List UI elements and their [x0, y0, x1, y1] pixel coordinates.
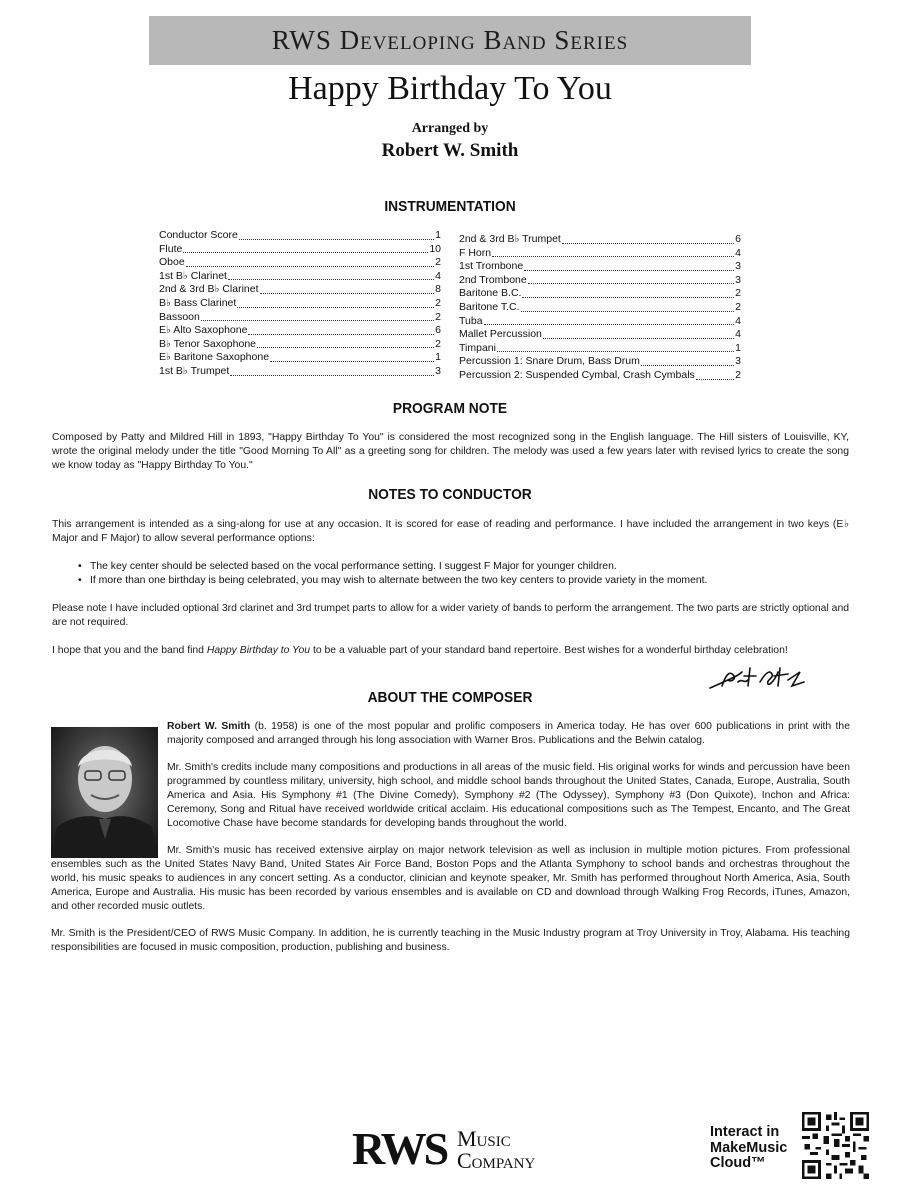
program-note-text — [52, 431, 849, 473]
instrument-quantity: 2 — [435, 310, 441, 323]
dot-leader — [492, 256, 734, 257]
instrument-name: Oboe — [159, 256, 185, 269]
dot-leader — [270, 361, 434, 362]
dot-leader — [562, 243, 734, 244]
instrument-name: 2nd Trombone — [459, 273, 527, 286]
signature-image — [708, 664, 818, 692]
instrument-name: Percussion 1: Snare Drum, Bass Drum — [459, 355, 640, 368]
instrument-name: Bassoon — [159, 310, 200, 323]
instrument-name: E♭ Alto Saxophone — [159, 324, 248, 337]
interact-line-3: Cloud™ — [710, 1155, 766, 1171]
instrumentation-row — [459, 328, 741, 342]
instrumentation-row — [459, 315, 741, 329]
instrumentation-row — [459, 247, 741, 261]
instrument-quantity: 2 — [735, 300, 741, 313]
instrument-quantity: 4 — [735, 328, 741, 341]
arranged-by-label: Arranged by — [411, 121, 489, 136]
dot-leader — [257, 347, 434, 348]
instrument-quantity: 3 — [435, 364, 441, 377]
instrument-name: Conductor Score — [159, 229, 238, 241]
series-title: RWS Developing Band Series — [271, 25, 629, 55]
instrumentation-list-right — [459, 233, 741, 383]
instrumentation-row — [459, 260, 741, 274]
instrument-name: Baritone T.C. — [459, 300, 520, 313]
dot-leader — [201, 320, 434, 321]
instrument-quantity: 4 — [435, 269, 441, 282]
dot-leader — [521, 311, 735, 312]
dot-leader — [696, 379, 734, 380]
instrument-name: Tuba — [459, 314, 483, 327]
dot-leader — [248, 334, 434, 335]
dot-leader — [528, 283, 734, 284]
instrument-quantity: 3 — [735, 260, 741, 273]
instrument-name: 1st Trombone — [459, 260, 524, 273]
about-paragraph-3: Mr. Smith's music has received extensive airplay on major network television as well as inclusion in multiple motion pictures. From professional ensembles such as the United States Navy Band, United States Air Force Band, Boston Pops and the Atlanta Symphony to school bands and orchestras throughout the world, his music speaks to audiences in any concert setting. As a conductor, clinician and keynote speaker, Mr. Smith has performed throughout North America, Asia, South America, Europe and Australia. His music has been recorded by various ensembles and is available on CD and download through Walking Frog Records, iTunes, Amazon, and other recorded music outlets. — [51, 845, 850, 912]
dot-leader — [228, 279, 434, 280]
conductor-intro — [52, 518, 849, 546]
instrument-quantity: 2 — [435, 256, 441, 269]
instrument-name: 2nd & 3rd B♭ Clarinet — [159, 283, 259, 296]
instrument-name: 1st B♭ Clarinet — [159, 269, 227, 282]
instrument-name: Baritone B.C. — [459, 287, 522, 300]
dot-leader — [230, 375, 434, 376]
instrument-quantity: 1 — [435, 351, 441, 364]
conductor-intro-paragraph: This arrangement is intended as a sing-along for use at any occasion. It is scored for ease of reading and performance. I have included the arrangement in two keys (E♭ Major and F Major) to allow several performance options: — [52, 519, 849, 544]
instrumentation-row — [459, 233, 741, 247]
about-paragraph-4: Mr. Smith is the President/CEO of RWS Music Company. In addition, he is currently teaching in the Music Industry program at Troy University in Troy, Alabama. His teaching responsibilities are focused in music composition, production, publishing and business. — [51, 928, 850, 953]
instrumentation-heading: INSTRUMENTATION — [384, 198, 516, 215]
instrumentation-row — [459, 342, 741, 356]
instrumentation-row — [459, 301, 741, 315]
instrument-name: F Horn — [459, 246, 492, 259]
instrumentation-row — [459, 274, 741, 288]
dot-leader — [497, 351, 734, 352]
instrument-quantity: 1 — [735, 341, 741, 354]
instrument-name: B♭ Bass Clarinet — [159, 296, 237, 309]
dot-leader — [183, 252, 428, 253]
instrumentation-row — [459, 355, 741, 369]
about-composer-text — [51, 720, 850, 968]
instrument-name: Timpani — [459, 341, 496, 354]
dot-leader — [484, 324, 735, 325]
rws-music-company-logo — [352, 1110, 552, 1182]
instrument-quantity: 8 — [435, 283, 441, 296]
instrument-quantity: 2 — [735, 368, 741, 381]
optional-parts-paragraph: Please note I have included optional 3rd clarinet and 3rd trumpet parts to allow for a wider variety of bands to perform the arrangement. The two parts are strictly optional and are not required. — [52, 603, 849, 628]
instrument-quantity: 4 — [735, 314, 741, 327]
dot-leader — [524, 270, 734, 271]
instrument-quantity: 2 — [735, 287, 741, 300]
instrument-name: Mallet Percussion — [459, 328, 542, 341]
instrument-quantity: 2 — [435, 296, 441, 309]
dot-leader — [239, 239, 434, 240]
instrument-quantity: 6 — [735, 233, 741, 245]
instrumentation-row — [159, 324, 441, 338]
arranger-name: Robert W. Smith — [381, 140, 519, 161]
notes-to-conductor-heading: NOTES TO CONDUCTOR — [368, 486, 532, 503]
dot-leader — [237, 307, 434, 308]
instrumentation-row — [159, 351, 441, 365]
about-paragraph-1: (b. 1958) is one of the most popular and prolific composers in America today. He has over 600 publications in print with the majority composed and arranged through his long association with Warner Bros. Publications and the Belwin catalog. — [167, 721, 850, 746]
closing-text-end: to be a valuable part of your standard band repertoire. Best wishes for a wonderful birthday celebration! — [310, 645, 788, 656]
program-note-heading: PROGRAM NOTE — [392, 400, 508, 417]
instrument-quantity: 1 — [435, 229, 441, 241]
instrumentation-row — [159, 311, 441, 325]
performance-options-list — [78, 560, 838, 588]
instrumentation-row — [159, 283, 441, 297]
instrument-quantity: 2 — [435, 337, 441, 350]
instrument-name: B♭ Tenor Saxophone — [159, 337, 256, 350]
dot-leader — [186, 266, 434, 267]
instrument-quantity: 3 — [735, 355, 741, 368]
instrumentation-row — [159, 256, 441, 270]
composer-name: Robert W. Smith — [167, 721, 251, 732]
dot-leader — [260, 293, 435, 294]
interact-line-1: Interact in — [710, 1124, 780, 1140]
interact-line-2: MakeMusic — [710, 1139, 788, 1156]
page-title: Happy Birthday To You — [288, 70, 612, 107]
dot-leader — [522, 297, 734, 298]
instrumentation-row — [159, 243, 441, 257]
instrument-name: 2nd & 3rd B♭ Trumpet — [459, 233, 561, 245]
instrument-name: Flute — [159, 242, 183, 255]
list-item: • If more than one birthday is being celebrated, you may wish to alternate between the two key centers to provide variety in the moment. — [78, 574, 838, 588]
instrumentation-row — [159, 338, 441, 352]
instrumentation-row — [159, 270, 441, 284]
series-banner — [149, 16, 751, 65]
dot-leader — [543, 338, 734, 339]
instrument-quantity: 4 — [735, 246, 741, 259]
instrumentation-row — [459, 369, 741, 383]
instrumentation-row — [159, 297, 441, 311]
logo-line-music: Music — [457, 1126, 511, 1151]
instrument-name: E♭ Baritone Saxophone — [159, 351, 270, 364]
about-paragraph-2: Mr. Smith's credits include many compositions and productions in all areas of the music field. His original works for winds and percussion have been programmed by countless military, university, high school, and middle school bands throughout the United States, Canada, Europe, Australia, South America and Asia. His Symphony #1 (The Divine Comedy), Symphony #2 (The Odyssey), Symphony #3 (Don Quixote), Inchon and Africa: Ceremony, Song and Ritual have received worldwide critical acclaim. His educational compositions such as The Tempest, Encanto, and The Great Locomotive Chase have become standards for developing bands throughout the world. — [167, 762, 850, 829]
instrument-name: 1st B♭ Trumpet — [159, 364, 230, 377]
qr-code-icon[interactable] — [802, 1112, 869, 1179]
instrumentation-list-left — [159, 229, 441, 379]
instrument-name: Percussion 2: Suspended Cymbal, Crash Cymbals — [459, 368, 695, 381]
closing-song-title: Happy Birthday to You — [206, 645, 311, 656]
program-note-paragraph: Composed by Patty and Mildred Hill in 1893, "Happy Birthday To You" is considered the most recognized song in the English language. The Hill sisters of Louisville, KY, wrote the original melody under the title "Good Morning To All" as a greeting song for children. The melody was used a few years later with revised lyrics to create the song we know today as "Happy Birthday To You." — [52, 432, 849, 471]
instrument-quantity: 3 — [735, 273, 741, 286]
instrumentation-row — [159, 365, 441, 379]
closing-text-start: I hope that you and the band find — [52, 645, 207, 656]
instrument-quantity: 6 — [435, 324, 441, 337]
dot-leader — [641, 365, 734, 366]
instrumentation-row — [459, 287, 741, 301]
logo-letters: RWS — [352, 1123, 447, 1174]
makemusic-cloud-callout — [710, 1125, 787, 1172]
closing-note — [52, 644, 849, 658]
instrument-quantity: 10 — [429, 242, 441, 255]
about-composer-heading: ABOUT THE COMPOSER — [367, 689, 533, 706]
logo-line-company: Company — [457, 1148, 536, 1173]
optional-parts-note — [52, 602, 849, 630]
instrumentation-row — [159, 229, 441, 243]
list-item: • The key center should be selected based on the vocal performance setting. I suggest F Major for younger children. — [78, 560, 838, 574]
